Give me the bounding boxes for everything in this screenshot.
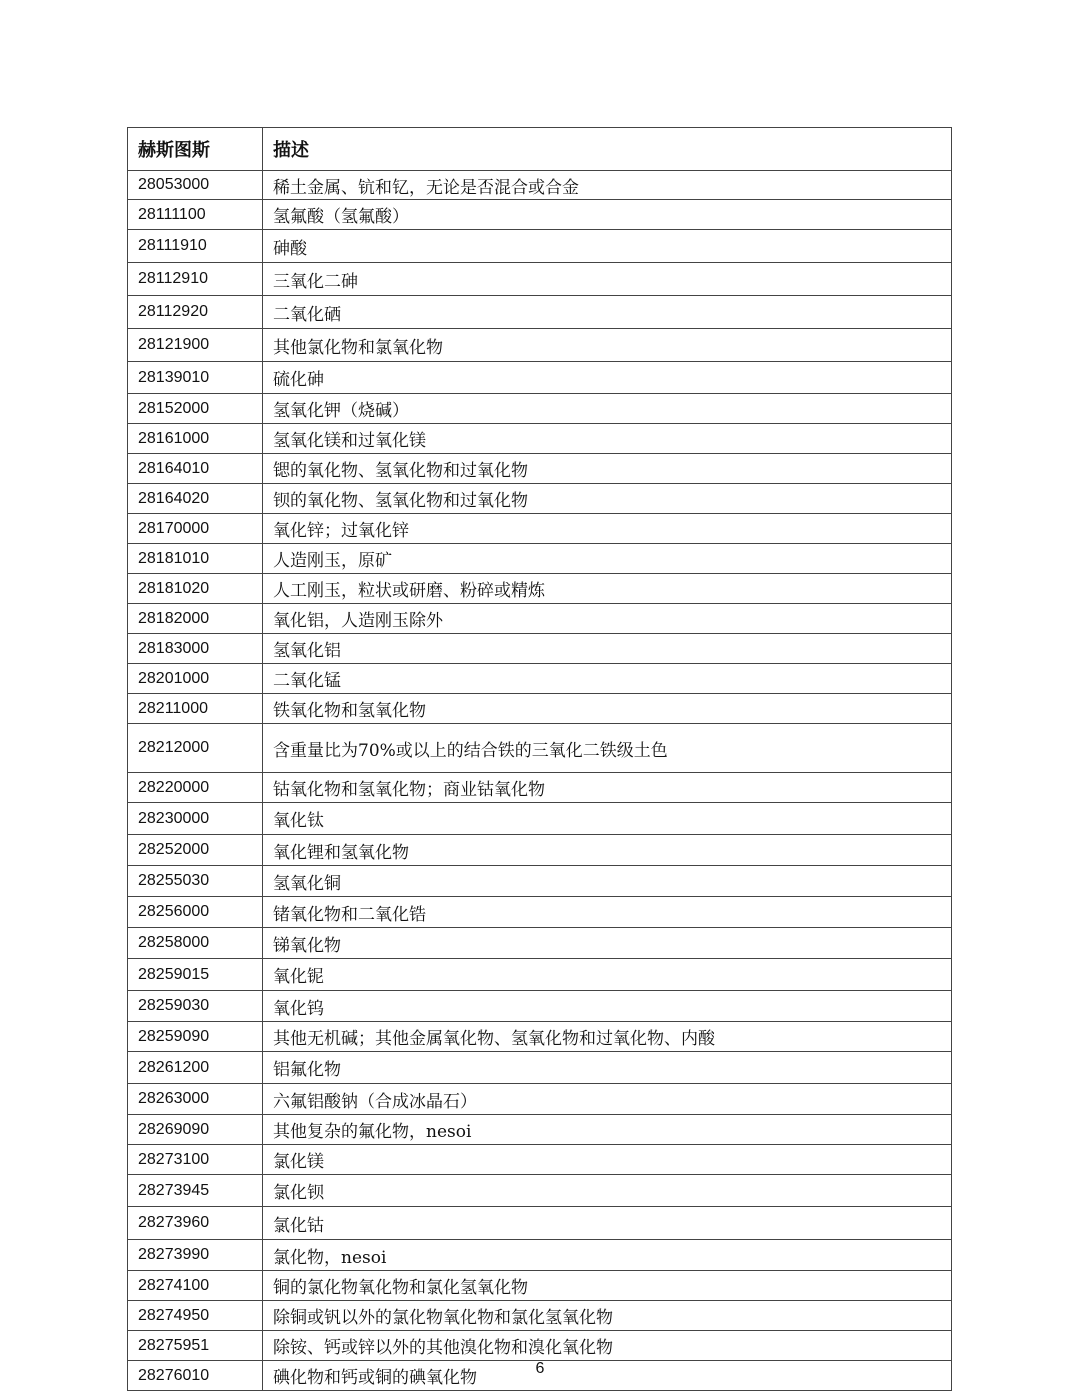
description-cell: 除铵、钙或锌以外的其他溴化物和溴化氧化物: [263, 1331, 952, 1361]
table-row: [128, 1175, 952, 1207]
description-cell: 钴氧化物和氢氧化物；商业钴氧化物: [263, 773, 952, 803]
description-cell: 碘化物和钙或铜的碘氧化物: [263, 1361, 952, 1391]
table-row: [128, 514, 952, 544]
table-row: [128, 454, 952, 484]
hts-code-cell: 28164010: [128, 454, 263, 484]
description-cell: 铜的氯化物氧化物和氯化氢氧化物: [263, 1271, 952, 1301]
hts-code-cell: 28230000: [128, 803, 263, 835]
hts-code-cell: 28139010: [128, 362, 263, 394]
hts-code-cell: 28201000: [128, 664, 263, 694]
table-row: [128, 634, 952, 664]
table-row: [128, 897, 952, 928]
hts-code-cell: 28259030: [128, 991, 263, 1022]
table-row: [128, 544, 952, 574]
hts-code-cell: 28273100: [128, 1145, 263, 1175]
hts-code-cell: 28111100: [128, 200, 263, 230]
table-row: [128, 604, 952, 634]
description-cell: 氧化钨: [263, 991, 952, 1022]
table-row: [128, 694, 952, 724]
hts-code-cell: 28259015: [128, 959, 263, 991]
table-row: [128, 1207, 952, 1240]
description-cell: 人造刚玉，原矿: [263, 544, 952, 574]
description-cell: 除铜或钒以外的氯化物氧化物和氯化氢氧化物: [263, 1301, 952, 1331]
table-row: [128, 803, 952, 835]
description-cell: 锶的氧化物、氢氧化物和过氧化物: [263, 454, 952, 484]
description-cell: 二氧化锰: [263, 664, 952, 694]
table-row: [128, 835, 952, 866]
hts-code-cell: 28261200: [128, 1052, 263, 1084]
table-row: [128, 296, 952, 329]
table-body: [128, 171, 952, 1391]
hts-code-cell: 28273990: [128, 1240, 263, 1271]
description-cell: 氧化锂和氢氧化物: [263, 835, 952, 866]
description-cell: 锗氧化物和二氧化锆: [263, 897, 952, 928]
hts-code-cell: 28164020: [128, 484, 263, 514]
description-cell: 氯化物，nesoi: [263, 1240, 952, 1271]
hts-code-cell: 28212000: [128, 724, 263, 773]
hts-code-cell: 28182000: [128, 604, 263, 634]
description-cell: 三氧化二砷: [263, 263, 952, 296]
table-row: [128, 362, 952, 394]
hts-code-cell: 28170000: [128, 514, 263, 544]
description-cell: 人工刚玉，粒状或研磨、粉碎或精炼: [263, 574, 952, 604]
hts-code-cell: 28269090: [128, 1115, 263, 1145]
hts-code-cell: 28053000: [128, 171, 263, 200]
table-row: [128, 991, 952, 1022]
column-header-description: 描述: [263, 128, 952, 171]
description-cell: 氧化铝，人造刚玉除外: [263, 604, 952, 634]
description-cell: 氢氧化镁和过氧化镁: [263, 424, 952, 454]
hts-code-cell: 28275951: [128, 1331, 263, 1361]
table-row: [128, 1240, 952, 1271]
hts-code-cell: 28255030: [128, 866, 263, 897]
description-cell: 氧化钛: [263, 803, 952, 835]
description-cell: 氧化锌；过氧化锌: [263, 514, 952, 544]
hts-code-cell: 28273960: [128, 1207, 263, 1240]
table-header-row: [128, 128, 952, 171]
description-cell: 铁氧化物和氢氧化物: [263, 694, 952, 724]
table-row: [128, 1022, 952, 1052]
description-cell: 氯化钴: [263, 1207, 952, 1240]
hts-code-cell: 28274950: [128, 1301, 263, 1331]
table-row: [128, 230, 952, 263]
hts-code-cell: 28256000: [128, 897, 263, 928]
hts-code-cell: 28252000: [128, 835, 263, 866]
table-row: [128, 724, 952, 773]
description-cell: 钡的氧化物、氢氧化物和过氧化物: [263, 484, 952, 514]
description-cell: 其他复杂的氟化物，nesoi: [263, 1115, 952, 1145]
description-cell: 稀土金属、钪和钇，无论是否混合或合金: [263, 171, 952, 200]
table-row: [128, 424, 952, 454]
table-row: [128, 263, 952, 296]
description-cell: 六氟铝酸钠（合成冰晶石）: [263, 1084, 952, 1115]
hts-code-cell: 28263000: [128, 1084, 263, 1115]
page-number: 6: [535, 1360, 545, 1377]
description-cell: 硫化砷: [263, 362, 952, 394]
table-row: [128, 484, 952, 514]
description-cell: 氯化钡: [263, 1175, 952, 1207]
description-cell: 含重量比为70%或以上的结合铁的三氧化二铁级土色: [263, 724, 952, 773]
table-row: [128, 171, 952, 200]
hts-code-cell: 28274100: [128, 1271, 263, 1301]
table-row: [128, 574, 952, 604]
hts-code-cell: 28111910: [128, 230, 263, 263]
table-row: [128, 664, 952, 694]
table-row: [128, 1301, 952, 1331]
table-row: [128, 329, 952, 362]
description-cell: 氢氧化钾（烧碱）: [263, 394, 952, 424]
table-row: [128, 1145, 952, 1175]
hts-code-cell: 28112920: [128, 296, 263, 329]
hts-table: [127, 127, 952, 1391]
description-cell: 氯化镁: [263, 1145, 952, 1175]
description-cell: 氢氧化铜: [263, 866, 952, 897]
hts-code-cell: 28259090: [128, 1022, 263, 1052]
table-row: [128, 959, 952, 991]
table-row: [128, 1271, 952, 1301]
hts-code-cell: 28181010: [128, 544, 263, 574]
description-cell: 氢氟酸（氢氟酸）: [263, 200, 952, 230]
table-row: [128, 773, 952, 803]
hts-code-cell: 28273945: [128, 1175, 263, 1207]
hts-code-cell: 28258000: [128, 928, 263, 959]
hts-code-cell: 28181020: [128, 574, 263, 604]
description-cell: 氧化铌: [263, 959, 952, 991]
hts-code-cell: 28161000: [128, 424, 263, 454]
hts-code-cell: 28183000: [128, 634, 263, 664]
description-cell: 二氧化硒: [263, 296, 952, 329]
description-cell: 其他氯化物和氯氧化物: [263, 329, 952, 362]
description-cell: 氢氧化铝: [263, 634, 952, 664]
table-row: [128, 200, 952, 230]
table-row: [128, 1331, 952, 1361]
hts-code-cell: 28211000: [128, 694, 263, 724]
table-row: [128, 1052, 952, 1084]
table-row: [128, 866, 952, 897]
table-row: [128, 1084, 952, 1115]
hts-code-cell: 28276010: [128, 1361, 263, 1391]
table-row: [128, 928, 952, 959]
hts-code-cell: 28220000: [128, 773, 263, 803]
description-cell: 铝氟化物: [263, 1052, 952, 1084]
hts-code-cell: 28112910: [128, 263, 263, 296]
table-row: [128, 394, 952, 424]
hts-code-cell: 28152000: [128, 394, 263, 424]
description-cell: 锑氧化物: [263, 928, 952, 959]
description-cell: 其他无机碱；其他金属氧化物、氢氧化物和过氧化物、内酸: [263, 1022, 952, 1052]
table-row: [128, 1115, 952, 1145]
hts-code-cell: 28121900: [128, 329, 263, 362]
description-cell: 砷酸: [263, 230, 952, 263]
column-header-code: 赫斯图斯: [128, 128, 263, 171]
